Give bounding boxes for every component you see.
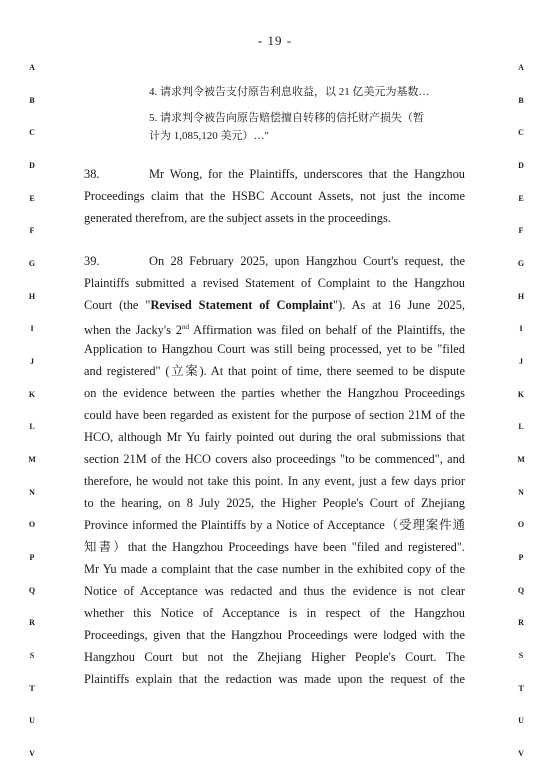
margin-letter-b: B bbox=[518, 96, 524, 105]
margin-letter-a: A bbox=[518, 63, 524, 72]
margin-letter-h: H bbox=[28, 292, 36, 301]
margin-letter-v: V bbox=[29, 749, 35, 758]
paragraph-line: section 21M of the HCO covers also proceedings "to be commenced", and bbox=[84, 452, 465, 466]
margin-letter-j: J bbox=[30, 357, 34, 366]
quote-item-5-line-2: 计为 1,085,120 美元）…" bbox=[149, 130, 269, 142]
margin-letter-n: N bbox=[518, 488, 524, 497]
ordinal-superscript: nd bbox=[181, 323, 189, 331]
paragraph-line: 知書）that the Hangzhou Proceedings have been "filed and registered". bbox=[84, 540, 465, 554]
paragraph-line: Mr Yu made a complaint that the case number in the exhibited copy of the bbox=[84, 562, 465, 576]
paragraph-line: Plaintiffs submitted a revised Statement of Complaint to the Hangzhou bbox=[84, 276, 465, 290]
paragraph-line: therefore, he would not take this point. In any event, just a few days prior bbox=[84, 474, 465, 488]
margin-letter-s: S bbox=[518, 651, 524, 660]
margin-letter-g: G bbox=[28, 259, 36, 268]
margin-letter-k: K bbox=[517, 390, 525, 399]
page-number: - 19 - bbox=[257, 33, 293, 48]
margin-letter-d: D bbox=[29, 161, 35, 170]
margin-letter-u: U bbox=[29, 716, 35, 725]
margin-letter-p: P bbox=[518, 553, 524, 562]
paragraph-line: could have been regarded as existent for the purpose of section 21M of the bbox=[84, 408, 465, 422]
line-text: Affirmation was filed on behalf of the Plaintiffs, the bbox=[188, 323, 465, 338]
paragraph-line: and registered" (立案). At that point of time, there seemed to be dispute bbox=[84, 364, 465, 378]
paragraph-line: Mr Wong, for the Plaintiffs, underscores that the Hangzhou bbox=[149, 167, 465, 181]
margin-letter-a: A bbox=[29, 63, 35, 72]
margin-letter-v: V bbox=[518, 749, 524, 758]
margin-letter-r: R bbox=[29, 618, 35, 627]
paragraph-line: Notice of Acceptance was redacted and thus the evidence is not clear bbox=[84, 584, 465, 598]
margin-letter-l: L bbox=[29, 422, 35, 431]
margin-letter-o: O bbox=[517, 520, 525, 529]
margin-letter-q: Q bbox=[28, 586, 36, 595]
margin-letter-c: C bbox=[518, 128, 524, 137]
line-text: "). As at 16 June 2025, bbox=[333, 298, 466, 312]
margin-letter-f: F bbox=[29, 226, 35, 235]
margin-letter-t: T bbox=[29, 684, 35, 693]
margin-letter-f: F bbox=[518, 226, 524, 235]
margin-letter-i: I bbox=[519, 324, 523, 333]
margin-letter-g: G bbox=[517, 259, 525, 268]
margin-letter-k: K bbox=[28, 390, 36, 399]
margin-letter-h: H bbox=[517, 292, 525, 301]
margin-letter-p: P bbox=[29, 553, 35, 562]
paragraph-number: 39. bbox=[84, 254, 100, 268]
line-text: Court (the " bbox=[84, 298, 151, 312]
margin-letter-t: T bbox=[518, 684, 524, 693]
margin-letter-j: J bbox=[519, 357, 523, 366]
margin-letter-e: E bbox=[518, 194, 524, 203]
margin-letter-r: R bbox=[518, 618, 524, 627]
paragraph-number: 38. bbox=[84, 167, 100, 181]
paragraph-line: Application to Hangzhou Court was still being processed, yet to be "filed bbox=[84, 342, 465, 356]
margin-letter-c: C bbox=[29, 128, 35, 137]
paragraph-line: Plaintiffs explain that the redaction was made upon the request of the bbox=[84, 672, 465, 686]
margin-letter-m: M bbox=[517, 455, 525, 464]
margin-letter-l: L bbox=[518, 422, 524, 431]
margin-letter-o: O bbox=[28, 520, 36, 529]
paragraph-line: Hangzhou Court but not the Zhejiang Higher People's Court. The bbox=[84, 650, 465, 664]
margin-letter-s: S bbox=[29, 651, 35, 660]
margin-letter-b: B bbox=[29, 96, 35, 105]
paragraph-line: Proceedings claim that the HSBC Account Assets, not just the income bbox=[84, 189, 465, 203]
margin-letter-n: N bbox=[29, 488, 35, 497]
paragraph-line bbox=[84, 294, 465, 316]
paragraph-line: generated therefrom, are the subject assets in the proceedings. bbox=[84, 211, 391, 225]
line-text: when the Jacky's 2 bbox=[84, 323, 182, 338]
paragraph-line: HCO, although Mr Yu fairly pointed out during the oral submissions that bbox=[84, 430, 465, 444]
margin-letter-m: M bbox=[28, 455, 36, 464]
margin-letter-i: I bbox=[30, 324, 34, 333]
margin-letter-e: E bbox=[29, 194, 35, 203]
margin-letter-q: Q bbox=[517, 586, 525, 595]
paragraph-line: whether this Notice of Acceptance is in respect of the Hangzhou bbox=[84, 606, 465, 620]
margin-letter-d: D bbox=[518, 161, 524, 170]
defined-term-revised-statement: Revised Statement of Complaint bbox=[150, 298, 334, 312]
quote-item-5-line-1: 5. 请求判令被告向原告赔偿擅自转移的信托财产损失（暂 bbox=[149, 112, 424, 124]
paragraph-line: Proceedings, given that the Hangzhou Proceedings were lodged with the bbox=[84, 628, 465, 642]
margin-letter-u: U bbox=[518, 716, 524, 725]
paragraph-line: on the evidence between the parties whether the Hangzhou Proceedings bbox=[84, 386, 465, 400]
paragraph-line: to the hearing, on 8 July 2025, the Higher People's Court of Zhejiang bbox=[84, 496, 465, 510]
paragraph-line: On 28 February 2025, upon Hangzhou Court's request, the bbox=[149, 254, 465, 268]
paragraph-line: Province informed the Plaintiffs by a Notice of Acceptance（受理案件通 bbox=[84, 518, 465, 532]
quote-item-4: 4. 请求判令被告支付原告利息收益，以 21 亿美元为基数… bbox=[149, 86, 430, 98]
